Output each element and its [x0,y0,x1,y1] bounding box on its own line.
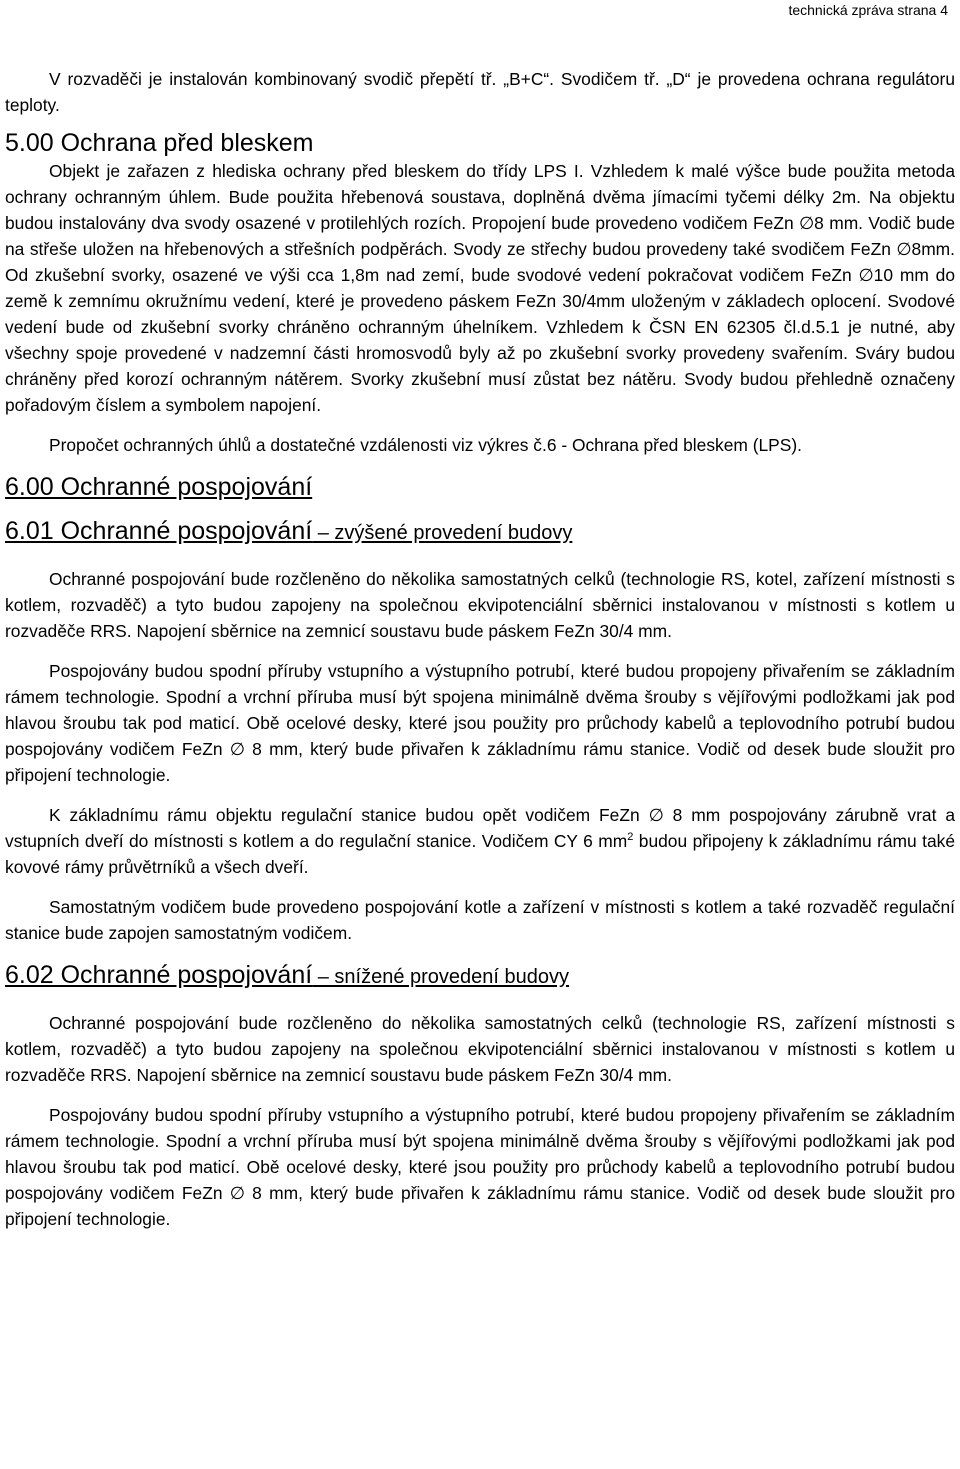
paragraph-bonding-frames [5,802,955,880]
heading-bonding-reduced-sub: – snížené provedení budovy [312,966,570,988]
paragraph-bonding-division: Ochranné pospojování bude rozčleněno do několika samostatných celků (technologie RS, kotel, zařízení místnosti s kotlem, rozvaděč) a tyto budou zapojeny na společnou ekvipotenciální sběrnici instalovanou v místnosti s kotlem u rozvaděče RRS. Napojení sběrnice na zemnicí soustavu bude páskem FeZn 30/4 mm. [5,569,955,641]
heading-bonding-increased-main: 6.01 Ochranné pospojování [5,517,313,545]
paragraph-calculation-reference: Propočet ochranných úhlů a dostatečné vzdálenosti viz výkres č.6 - Ochrana před bleskem (LPS). [49,435,803,455]
heading-bonding-reduced [5,960,955,992]
paragraph-bonding-flanges-2: Pospojovány budou spodní příruby vstupního a výstupního potrubí, které budou propojeny přivařením se základním rámem technologie. Spodní a vrchní příruba musí být spojena minimálně dvěma šrouby s vějířovými podložkami jak pod hlavou šroubu tak pod maticí. Obě ocelové desky, které jsou použity pro průchody kabelů a teplovodního potrubí budou pospojovány vodičem FeZn ∅ 8 mm, který bude přivařen k základnímu rámu stanice. Vodič od desek bude sloužit pro připojení technologie. [5,1105,955,1229]
paragraph-bonding-frames-b: budou připojeny k základnímu rámu také kovové rámy průvětrníků a všech dveří. [5,831,955,877]
paragraph-bonding-division-2: Ochranné pospojování bude rozčleněno do několika samostatných celků (technologie RS, zařízení místnosti s kotlem, rozvaděč) a tyto budou zapojeny na společnou ekvipotenciální sběrnici instalovanou v místnosti s kotlem u rozvaděče RRS. Napojení sběrnice na zemnicí soustavu bude páskem FeZn 30/4 mm. [5,1013,955,1085]
heading-bonding-reduced-main: 6.02 Ochranné pospojování [5,961,313,989]
paragraph-lightning-description: Objekt je zařazen z hlediska ochrany před bleskem do třídy LPS I. Vzhledem k malé výšce bude použita metoda ochrany ochranným úhlem. Bude použita hřebenová soustava, doplněná dvěma jímacími tyčemi délky 2m. Na objektu budou instalovány dva svody osazené v protilehlých rozích. Propojení bude provedeno vodičem FeZn ∅8 mm. Vodič bude na střeše uložen na hřebenových a střešních podpěrách. Svody ze střechy budou provedeny také svodičem FeZn ∅8mm. Od zkušební svorky, osazené ve výši cca 1,8m nad zemí, bude svodové vedení pokračovat vodičem FeZn ∅10 mm do země k zemnímu okružnímu vedení, které je provedeno páskem FeZn 30/4mm uloženým v základech oplocení. Svodové vedení bude od zkušební svorky chráněno ochranným úhelníkem. Vzhledem k ČSN EN 62305 čl.d.5.1 je nutné, aby všechny spoje provedené v nadzemní části hromosvodů byly až po zkušební svorky provedeny svařením. Sváry budou chráněny před korozí ochranným nátěrem. Svorky zkušební musí zůstat bez nátěru. Svody budou přehledně označeny pořadovým číslem a symbolem napojení. [5,161,955,415]
heading-lightning-protection: 5.00 Ochrana před bleskem [5,129,314,157]
heading-protective-bonding: 6.00 Ochranné pospojování [5,473,313,501]
paragraph-bonding-flanges: Pospojovány budou spodní příruby vstupního a výstupního potrubí, které budou propojeny přivařením se základním rámem technologie. Spodní a vrchní příruba musí být spojena minimálně dvěma šrouby s vějířovými podložkami jak pod hlavou šroubu tak pod maticí. Obě ocelové desky, které jsou použity pro průchody kabelů a teplovodního potrubí budou pospojovány vodičem FeZn ∅ 8 mm, který bude přivařen k základnímu rámu stanice. Vodič od desek bude sloužit pro připojení technologie. [5,661,955,785]
heading-bonding-increased [5,516,955,548]
superscript-2: 2 [627,831,634,844]
document-body [5,66,955,1232]
paragraph-bonding-boiler: Samostatným vodičem bude provedeno pospojování kotle a zařízení v místnosti s kotlem a také rozvaděč regulační stanice bude zapojen samostatným vodičem. [5,897,955,943]
heading-bonding-increased-sub: – zvýšené provedení budovy [312,522,573,544]
page-header: technická zpráva strana 4 [788,2,948,18]
paragraph-bonding-frames-a: K základnímu rámu objektu regulační stanice budou opět vodičem FeZn ∅ 8 mm pospojovány zárubně vrat a vstupních dveří do místnosti s kotlem a do regulační stanice. Vodičem CY 6 mm [5,805,955,851]
paragraph-surge-protection: V rozvaděči je instalován kombinovaný svodič přepětí tř. „B+C“. Svodičem tř. „D“ je provedena ochrana regulátoru teploty. [5,69,955,115]
